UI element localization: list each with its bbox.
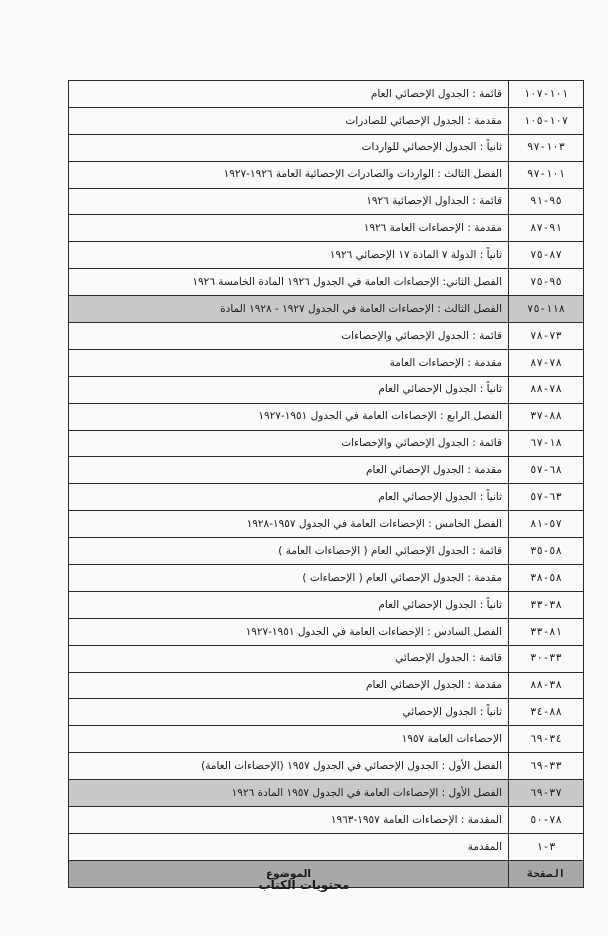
- toc-row-topic: ثانياً : الجدول الإحصائي للواردات: [69, 134, 509, 161]
- toc-row-topic: الفصل الرابع : الإحصاءات العامة في الجدول ١٩٥١-١٩٢٧: [69, 403, 509, 430]
- toc-row-pages: ٦٣-٥٧: [509, 484, 584, 511]
- table-row: [69, 161, 584, 188]
- toc-header-topic: الموضوع: [69, 860, 509, 887]
- toc-row-topic: قائمة : الجدول الإحصائي: [69, 645, 509, 672]
- toc-row-topic: مقدمة : الجدول الإحصائي العام: [69, 457, 509, 484]
- table-row: [69, 565, 584, 592]
- toc-row-pages: ١٠٧-١٠٥: [509, 107, 584, 134]
- toc-row-pages: ٣٣-٦٩: [509, 753, 584, 780]
- table-row: [69, 726, 584, 753]
- toc-row-pages: ١٨-٦٧: [509, 430, 584, 457]
- table-of-contents: [68, 80, 584, 888]
- table-row: [69, 269, 584, 296]
- toc-row-pages: ١٠١-٩٧: [509, 161, 584, 188]
- table-row: [69, 511, 584, 538]
- toc-row-pages: ٣٨-٣٣: [509, 591, 584, 618]
- toc-row-pages: ٧٨-٨٨: [509, 376, 584, 403]
- toc-row-pages: ٧٨-٥٠: [509, 807, 584, 834]
- toc-row-topic: مقدمة : الجدول الإحصائي للصادرات: [69, 107, 509, 134]
- table-row: [69, 134, 584, 161]
- toc-row-topic: الفصل الثالث : الواردات والصادرات الإحصائية العامة ١٩٢٦-١٩٢٧: [69, 161, 509, 188]
- toc-row-pages: ٥٨-٣٥: [509, 538, 584, 565]
- toc-row-pages: ١٠١-١٠٧: [509, 81, 584, 108]
- table-row: [69, 484, 584, 511]
- table-row: [69, 780, 584, 807]
- toc-row-pages: ٨١-٣٣: [509, 618, 584, 645]
- toc-row-pages: ٩١-٨٧: [509, 215, 584, 242]
- table-row: [69, 672, 584, 699]
- table-row: [69, 323, 584, 350]
- toc-row-pages: ٥٧-٨١: [509, 511, 584, 538]
- toc-row-topic: الفصل السادس : الإحصاءات العامة في الجدول ١٩٥١-١٩٢٧: [69, 618, 509, 645]
- toc-row-pages: ٩٥-٩١: [509, 188, 584, 215]
- toc-row-topic: الفصل الثالث : الإحصاءات العامة في الجدول ١٩٢٧ - ١٩٢٨ المادة: [69, 296, 509, 323]
- table-row: [69, 403, 584, 430]
- toc-row-topic: قائمة : الجدول الإحصائي العام: [69, 81, 509, 108]
- toc-row-pages: ١٠٣-٩٧: [509, 134, 584, 161]
- toc-row-topic: قائمة : الجدول الإحصائي والإحصاءات: [69, 430, 509, 457]
- table-row: [69, 807, 584, 834]
- toc-row-pages: ٣٤-٦٩: [509, 726, 584, 753]
- toc-row-topic: مقدمة : الجدول الإحصائي العام ( الإحصاءات ): [69, 565, 509, 592]
- toc-row-pages: ٧٨-٨٧: [509, 349, 584, 376]
- toc-row-pages: ٣٧-٦٩: [509, 780, 584, 807]
- toc-row-pages: ١١٨-٧٥: [509, 296, 584, 323]
- table-row: [69, 618, 584, 645]
- toc-row-topic: الفصل الخامس : الإحصاءات العامة في الجدول ١٩٥٧-١٩٢٨: [69, 511, 509, 538]
- table-row: [69, 538, 584, 565]
- table-row: [69, 81, 584, 108]
- table-row: [69, 645, 584, 672]
- toc-row-topic: الفصل الثاني: الإحصاءات العامة في الجدول ١٩٢٦ المادة الخامسة ١٩٢٦: [69, 269, 509, 296]
- toc-row-topic: مقدمة : الإحصاءات العامة: [69, 349, 509, 376]
- toc-header-pages: الصفحة: [509, 860, 584, 887]
- table-row: [69, 833, 584, 860]
- table-row: [69, 457, 584, 484]
- toc-row-topic: قائمة : الجدول الإحصائي العام ( الإحصاءات العامة ): [69, 538, 509, 565]
- toc-row-topic: المقدمة: [69, 833, 509, 860]
- table-row: [69, 699, 584, 726]
- toc-row-pages: ٣٨-٨٨: [509, 672, 584, 699]
- toc-row-pages: ٣٣-٣٠: [509, 645, 584, 672]
- table-row: [69, 188, 584, 215]
- toc-row-topic: الفصل الأول : الجدول الإحصائي في الجدول ١٩٥٧ (الإحصاءات العامة): [69, 753, 509, 780]
- toc-row-topic: الإحصاءات العامة ١٩٥٧: [69, 726, 509, 753]
- toc-row-pages: ٨٨-٣٧: [509, 403, 584, 430]
- toc-row-topic: ثانياً : الجدول الإحصائي العام: [69, 376, 509, 403]
- toc-row-topic: مقدمة : الجدول الإحصائي العام: [69, 672, 509, 699]
- toc-row-pages: ٨٧-٧٥: [509, 242, 584, 269]
- toc-row-topic: الفصل الأول : الإحصاءات العامة في الجدول ١٩٥٧ المادة ١٩٢٦: [69, 780, 509, 807]
- toc-row-topic: مقدمة : الإحصاءات العامة ١٩٢٦: [69, 215, 509, 242]
- toc-row-topic: قائمة : الجداول الإحصائية ١٩٢٦: [69, 188, 509, 215]
- table-row: [69, 349, 584, 376]
- toc-row-pages: ٨٨-٣٤: [509, 699, 584, 726]
- table-row: [69, 215, 584, 242]
- table-row: [69, 753, 584, 780]
- toc-row-topic: قائمة : الجدول الإحصائي والإحصاءات: [69, 323, 509, 350]
- toc-row-pages: ٧٣-٧٨: [509, 323, 584, 350]
- toc-body: [69, 81, 584, 888]
- table-row: [69, 376, 584, 403]
- toc-row-pages: ٣-١: [509, 833, 584, 860]
- toc-row-pages: ٥٨-٣٨: [509, 565, 584, 592]
- toc-row-topic: المقدمة : الإحصاءات العامة ١٩٥٧-١٩٦٣: [69, 807, 509, 834]
- footer-title: محتويات الكتاب: [258, 878, 350, 892]
- toc-row-topic: ثانياً : الجدول الإحصائي العام: [69, 484, 509, 511]
- table-row: [69, 591, 584, 618]
- toc-row-pages: ٩٥-٧٥: [509, 269, 584, 296]
- table-row: [69, 242, 584, 269]
- toc-row-topic: ثانياً : الدولة ٧ المادة ١٧ الإحصائي ١٩٢٦: [69, 242, 509, 269]
- table-row: [69, 430, 584, 457]
- toc-row-topic: ثانياً : الجدول الإحصائي العام: [69, 591, 509, 618]
- table-row: [69, 296, 584, 323]
- table-row: [69, 107, 584, 134]
- toc-row-topic: ثانياً : الجدول الإحصائي: [69, 699, 509, 726]
- toc-row-pages: ٦٨-٥٧: [509, 457, 584, 484]
